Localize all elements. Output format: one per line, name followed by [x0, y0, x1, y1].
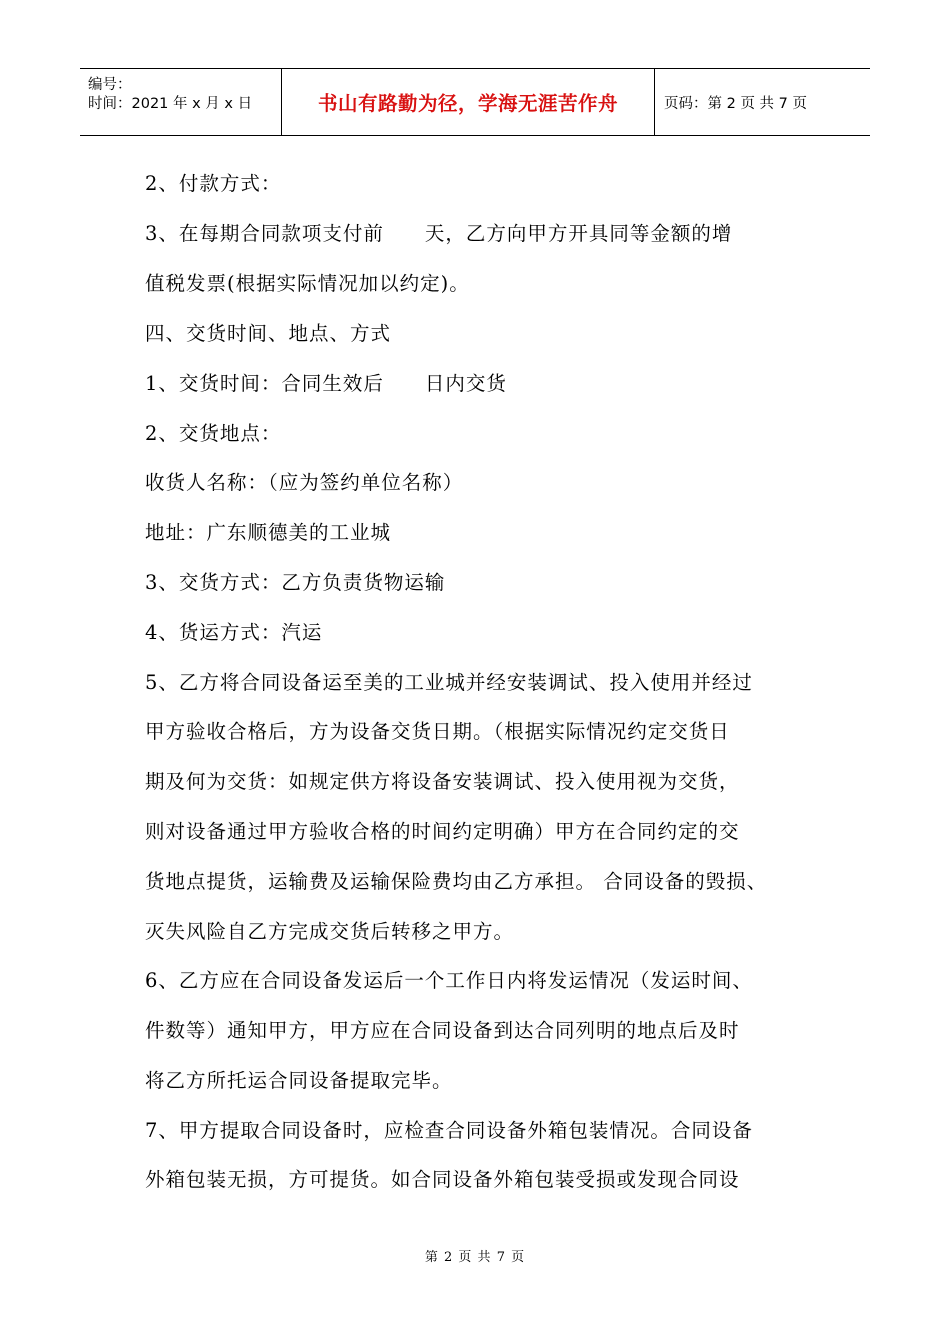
text-line: 将乙方所托运合同设备提取完毕。 [145, 1069, 453, 1092]
text-line: 6、乙方应在合同设备发运后一个工作日内将发运情况（发运时间、 [145, 969, 753, 992]
text-line: 3、在每期合同款项支付前 天，乙方向甲方开具同等金额的增 [145, 222, 733, 245]
header-motto: 书山有路勤为径，学海无涯苦作舟 [317, 92, 618, 115]
text-line: 地址：广东顺德美的工业城 [145, 521, 392, 544]
document-date: 时间：2021 年 x 月 x 日 [88, 96, 253, 112]
document-number-label: 编号： [88, 77, 132, 93]
text-line: 1、交货时间：合同生效后 日内交货 [145, 372, 507, 395]
text-line: 收货人名称：（应为签约单位名称） [145, 471, 464, 494]
text-line: 值税发票(根据实际情况加以约定)。 [145, 272, 470, 295]
text-line: 4、货运方式：汽运 [145, 621, 323, 644]
page-footer: 第 2 页 共 7 页 [424, 1250, 526, 1265]
text-line: 甲方验收合格后，方为设备交货日期。（根据实际情况约定交货日 [145, 720, 730, 743]
text-line: 灭失风险自乙方完成交货后转移之甲方。 [145, 920, 515, 943]
text-line: 则对设备通过甲方验收合格的时间约定明确）甲方在合同约定的交 [145, 820, 740, 843]
header-motto-cell [282, 69, 655, 135]
text-line: 件数等）通知甲方，甲方应在合同设备到达合同列明的地点后及时 [145, 1019, 740, 1042]
text-line: 外箱包装无损，方可提货。如合同设备外箱包装受损或发现合同设 [145, 1168, 740, 1191]
text-line: 5、乙方将合同设备运至美的工业城并经安装调试、投入使用并经过 [145, 671, 753, 694]
text-line: 货地点提货，运输费及运输保险费均由乙方承担。 合同设备的毁损、 [145, 870, 768, 893]
header-page-cell [655, 69, 870, 135]
text-line: 2、付款方式： [145, 172, 282, 195]
text-line: 7、甲方提取合同设备时，应检查合同设备外箱包装情况。合同设备 [145, 1119, 753, 1142]
text-line: 期及何为交货：如规定供方将设备安装调试、投入使用视为交货， [145, 770, 740, 793]
text-line: 2、交货地点： [145, 422, 282, 445]
header-meta [80, 69, 282, 135]
section-heading: 四、交货时间、地点、方式 [145, 322, 392, 345]
header-page-info: 页码：第 2 页 共 7 页 [664, 95, 807, 112]
text-line: 3、交货方式：乙方负责货物运输 [145, 571, 446, 594]
page-header [80, 68, 870, 136]
